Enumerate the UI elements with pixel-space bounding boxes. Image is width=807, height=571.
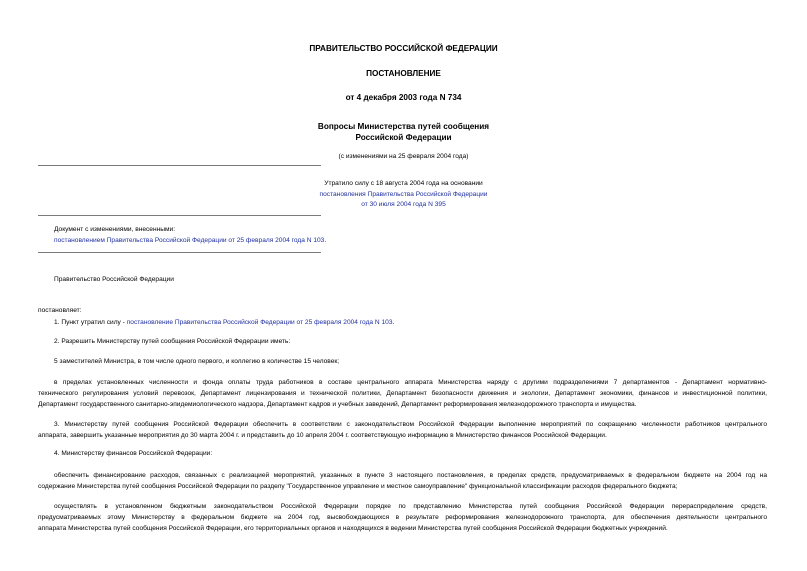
paragraph-1-prefix: 1. Пункт утратил силу - (54, 319, 127, 326)
separator-line (38, 252, 321, 253)
status-text: Утратило силу с 18 августа 2004 года на основании (324, 180, 483, 187)
decrees-word: постановляет: (38, 307, 82, 314)
repeal-decree-link[interactable]: постановления Правительства Российской Федерации (319, 191, 488, 198)
paragraph-1-suffix: . (392, 319, 395, 326)
paragraph-2: 2. Разрешить Министерству путей сообщения Российской Федерации иметь: (54, 338, 291, 345)
paragraph-1 (54, 319, 394, 326)
government-heading: ПРАВИТЕЛЬСТВО РОССИЙСКОЙ ФЕДЕРАЦИИ (309, 44, 498, 53)
paragraph-3-line: 3. Министерству путей сообщения Российской Федерации обеспечить в соответствии с законодательством Российской Федерации выполнение мероприятий по сокращению численности работников центрального (54, 421, 767, 428)
paragraph-4a-line: обеспечить финансирование расходов, связанных с реализацией мероприятий, указанных в пункте 3 настоящего постановления, в пределах средств, предусматриваемых в федеральном бюджете на 2004 год на (54, 472, 767, 479)
changes-intro: Документ с изменениями, внесенными: (54, 226, 176, 233)
paragraph-3 (38, 419, 767, 441)
amending-decree-link[interactable]: постановлением Правительства Российской Федерации от 25 февраля 2004 года N 103 (54, 237, 325, 244)
paragraph-3-line: аппарата, завершить указанные мероприятия до 30 марта 2004 г. и представить до 10 апреля 2004 г. соответствующую информацию в Министерство финансов Российской Федерации. (38, 432, 607, 439)
paragraph-2b (38, 377, 767, 410)
issuer: Правительство Российской Федерации (54, 276, 174, 283)
paragraph-4a-line: содержание Министерства путей сообщения Российской Федерации по разделу "Государственное управление и местное самоуправление" функциональной классификации расходов федерального бюджета; (38, 483, 678, 490)
paragraph-4: 4. Министерству финансов Российской Федерации: (54, 450, 213, 457)
document-date-number: от 4 декабря 2003 года N 734 (345, 93, 462, 102)
paragraph-4a (38, 470, 767, 492)
separator-line (38, 165, 321, 166)
paragraph-2a: 5 заместителей Министра, в том числе одного первого, и коллегию в количестве 15 человек; (54, 358, 340, 365)
paragraph-4b (38, 501, 767, 534)
paragraph-4b-line: аппарата Министерства путей сообщения Российской Федерации, его территориальных органов и находящихся в ведении Министерства путей сообщения Российской Федерации бюджетных учреждений. (38, 525, 668, 532)
document-title-line-2: Российской Федерации (355, 133, 452, 142)
amendments-note: (с изменениями на 25 февраля 2004 года) (338, 153, 469, 160)
paragraph-4b-line: осуществлять в установленном бюджетным законодательством Российской Федерации порядке по представлению Министерства путей сообщения Российской Федерации перераспределение средств, (54, 503, 767, 510)
paragraph-2b-line: технического регулирования условий перевозок, Департамент лицензирования и технической политики, Департамент безопасности движения и экологии, Департамент экономики, финансов и инвестиционной политики, (38, 390, 767, 397)
changes-suffix: . (324, 237, 327, 244)
paragraph-2b-line: Департамент государственного санитарно-эпидемиологического надзора, Департамент кадров и учебных заведений, Департамент реформирования железнодорожного транспорта и имущества. (38, 401, 637, 408)
repeal-decree-date-link[interactable]: от 30 июля 2004 года N 395 (361, 201, 446, 208)
changes-line (54, 237, 326, 244)
paragraph-1-link[interactable]: постановление Правительства Российской Федерации от 25 февраля 2004 года N 103 (126, 319, 393, 326)
document-type: ПОСТАНОВЛЕНИЕ (366, 69, 441, 78)
paragraph-4b-line: предусматриваемых этому Министерству в федеральном бюджете на 2004 год, высвобождающихся в результате реформирования железнодорожного транспорта, для обеспечения деятельности центрального (38, 514, 767, 521)
document-title-line-1: Вопросы Министерства путей сообщения (317, 122, 490, 131)
paragraph-2b-line: в пределах установленных численности и фонда оплаты труда работников в составе центрального аппарата Министерства наряду с другими подразделениями 7 департаментов - Департамент нормативно- (54, 379, 767, 386)
separator-line (38, 215, 321, 216)
